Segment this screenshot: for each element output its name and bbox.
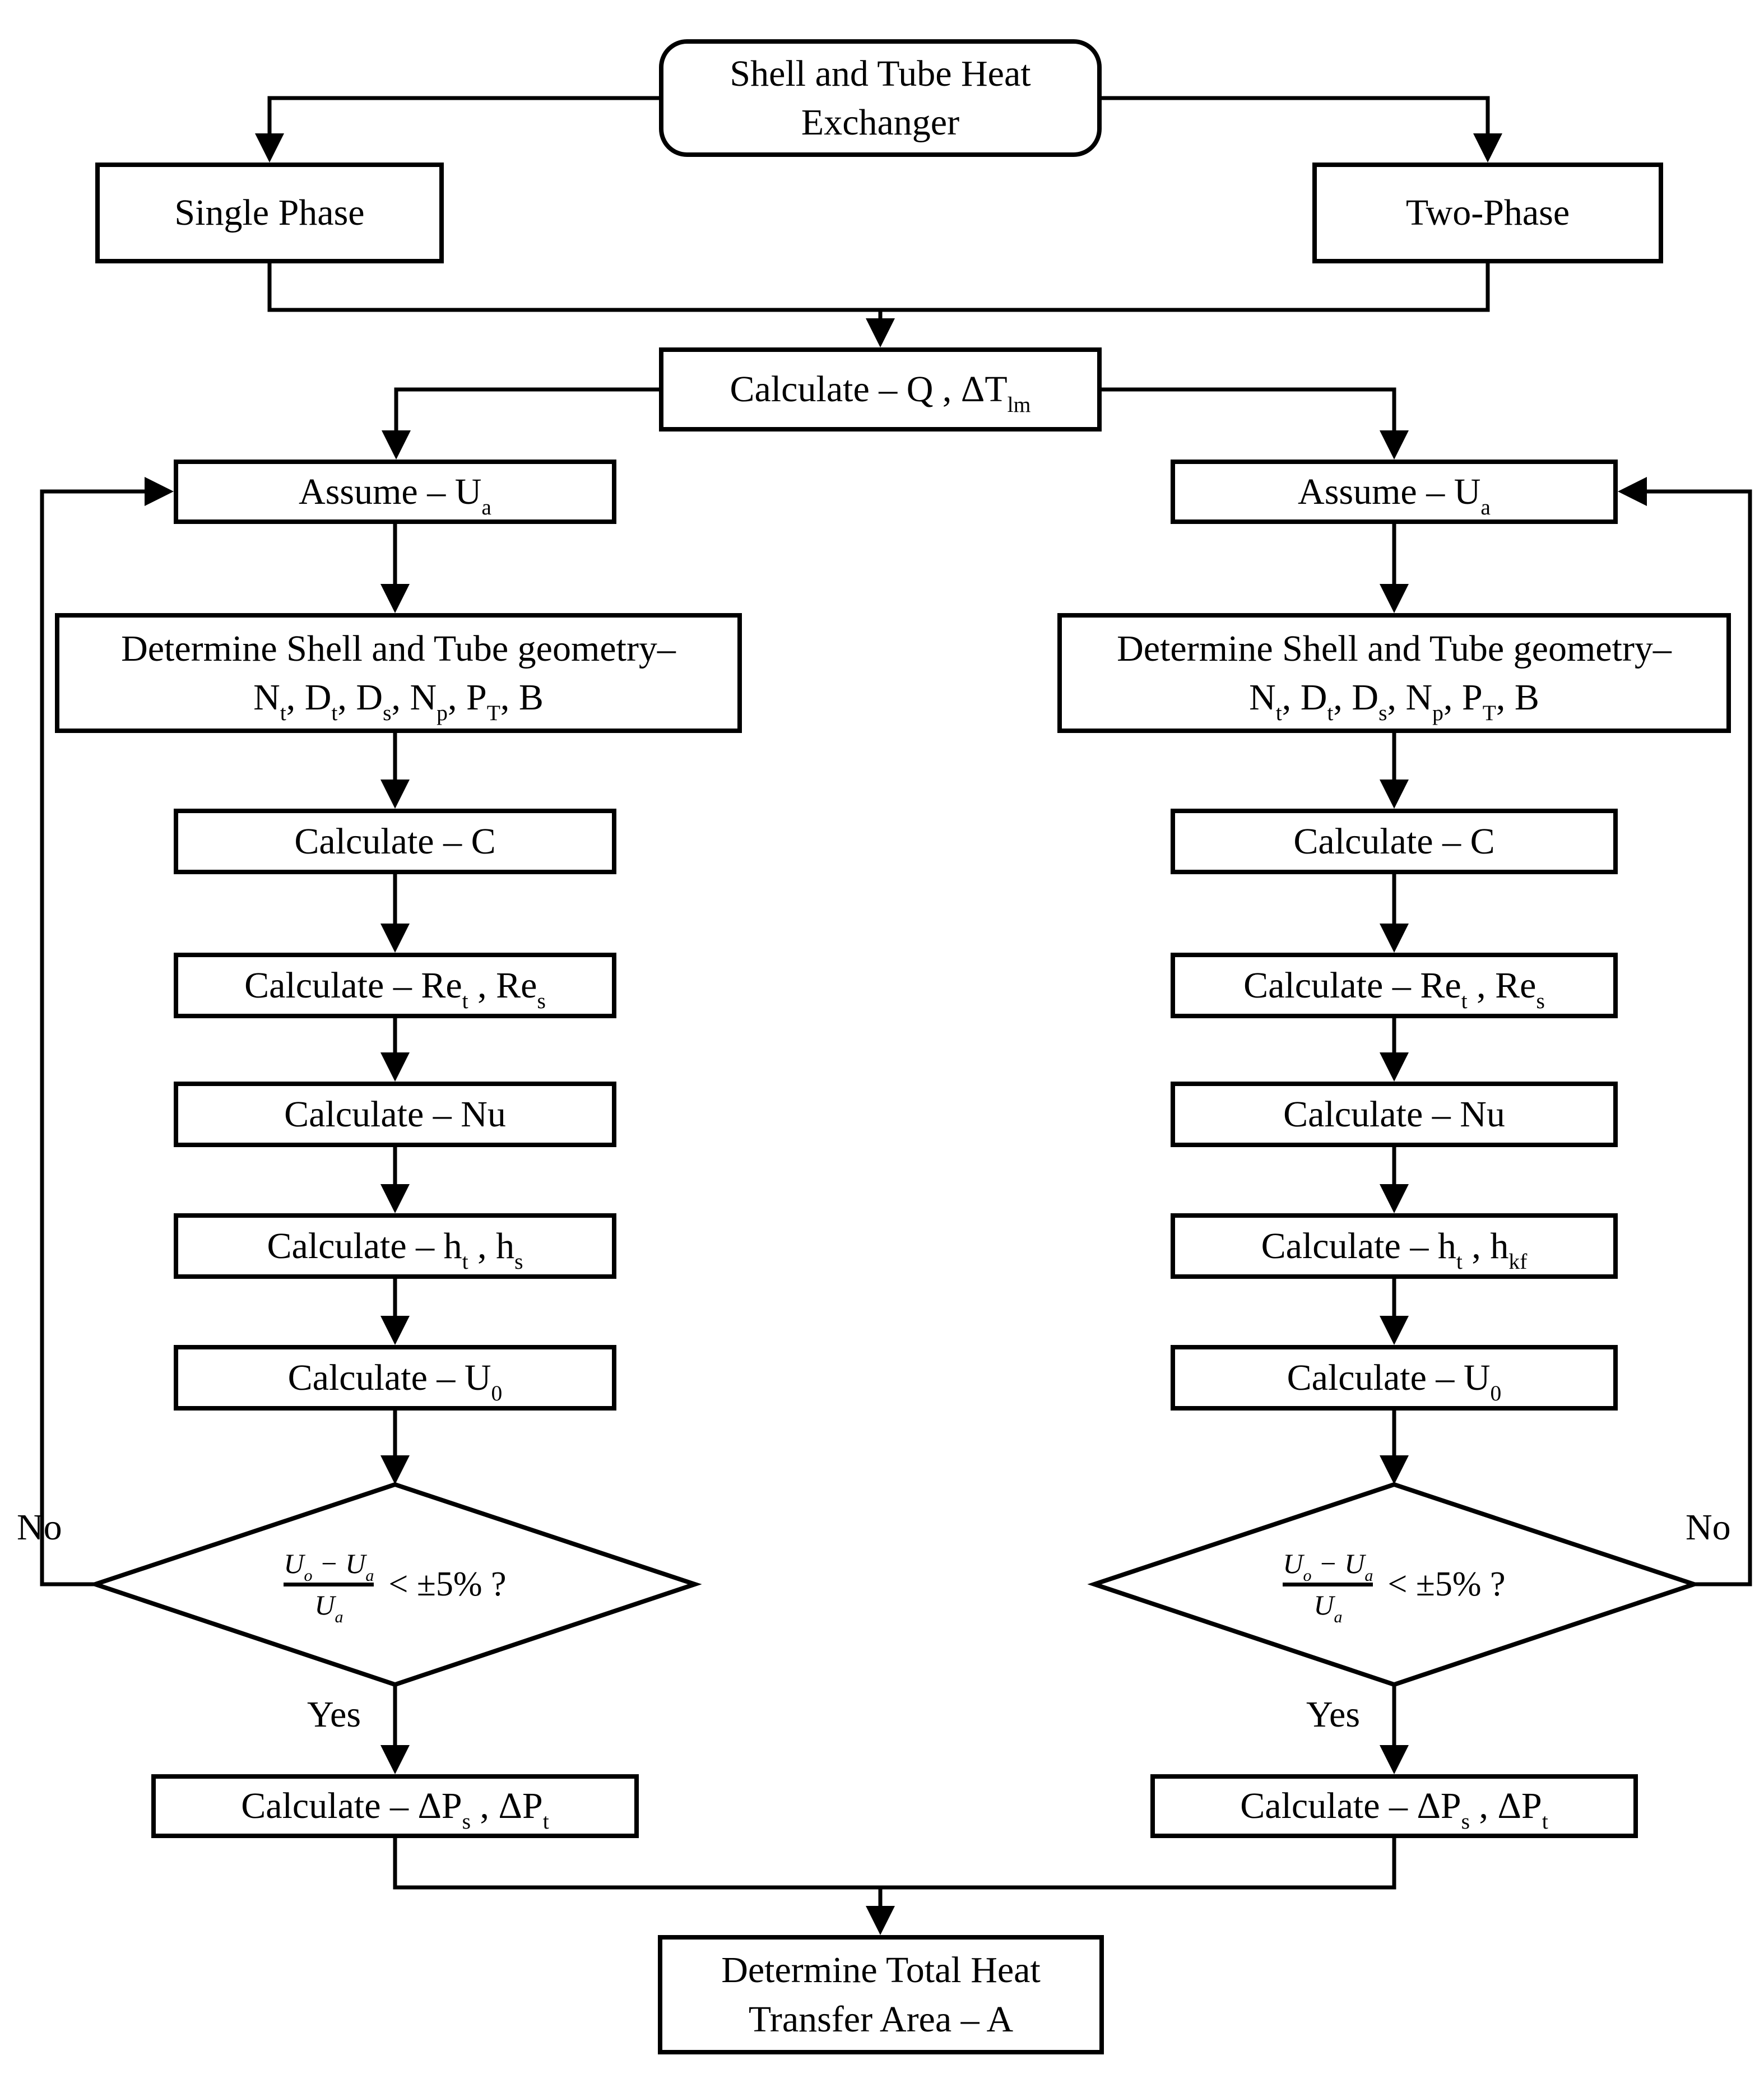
node-single-phase: Single Phase bbox=[95, 163, 444, 263]
node-geometry-left: Determine Shell and Tube geometry– $N_t$, $D_t$, $D_s$, $N_p$, $P_T$, B bbox=[55, 613, 742, 733]
fraction-denominator: $U_a$ bbox=[314, 1589, 343, 1627]
fraction-denominator: $U_a$ bbox=[1313, 1589, 1343, 1627]
node-shell-tube-heat-exchanger: Shell and Tube Heat Exchanger bbox=[659, 39, 1102, 157]
fraction bbox=[1283, 1547, 1373, 1627]
no-label-left: No bbox=[17, 1507, 62, 1548]
condition-text: < ±5% ? bbox=[388, 1565, 507, 1603]
node-calculate-ht-hkf: Calculate – $h_t$ , $h_{kf}$ bbox=[1171, 1213, 1618, 1279]
node-total-heat-transfer-area: Determine Total Heat Transfer Area – A bbox=[658, 1935, 1104, 2054]
node-calculate-nu-left: Calculate – Nu bbox=[174, 1082, 616, 1147]
node-calculate-re-left: Calculate – $Re_t$ , $Re_s$ bbox=[174, 953, 616, 1018]
node-calculate-nu-right: Calculate – Nu bbox=[1171, 1082, 1618, 1147]
fraction-bar bbox=[284, 1583, 374, 1586]
node-calculate-dp-right: Calculate – $\Delta P_s$ , $\Delta P_t$ bbox=[1150, 1774, 1638, 1838]
yes-label-right: Yes bbox=[1306, 1694, 1361, 1735]
decision-condition-right bbox=[1198, 1511, 1590, 1657]
node-assume-ua-right: Assume – $U_a$ bbox=[1171, 460, 1618, 524]
fraction bbox=[284, 1547, 374, 1627]
node-assume-ua-left: Assume – $U_a$ bbox=[174, 460, 616, 524]
no-label-right: No bbox=[1686, 1507, 1731, 1548]
node-two-phase: Two-Phase bbox=[1312, 163, 1663, 263]
yes-label-left: Yes bbox=[307, 1694, 361, 1735]
condition-text: < ±5% ? bbox=[1387, 1565, 1506, 1603]
node-geometry-right: Determine Shell and Tube geometry– $N_t$, $D_t$, $D_s$, $N_p$, $P_T$, B bbox=[1057, 613, 1731, 733]
node-calculate-re-right: Calculate – $Re_t$ , $Re_s$ bbox=[1171, 953, 1618, 1018]
node-calculate-c-right: Calculate – C bbox=[1171, 809, 1618, 874]
fraction-numerator: $U_o - U_a$ bbox=[1283, 1547, 1373, 1585]
node-calculate-c-left: Calculate – C bbox=[174, 809, 616, 874]
node-calculate-u0-left: Calculate – $U_0$ bbox=[174, 1345, 616, 1411]
node-calculate-u0-right: Calculate – $U_0$ bbox=[1171, 1345, 1618, 1411]
node-calculate-ht-hs: Calculate – $h_t$ , $h_s$ bbox=[174, 1213, 616, 1279]
decision-condition-left bbox=[199, 1511, 591, 1657]
fraction-numerator: $U_o - U_a$ bbox=[284, 1547, 374, 1585]
node-calculate-dp-left: Calculate – $\Delta P_s$ , $\Delta P_t$ bbox=[151, 1774, 639, 1838]
node-calculate-q-dtlm: Calculate – Q , $\Delta T_{lm}$ bbox=[659, 347, 1102, 432]
fraction-bar bbox=[1283, 1583, 1373, 1586]
